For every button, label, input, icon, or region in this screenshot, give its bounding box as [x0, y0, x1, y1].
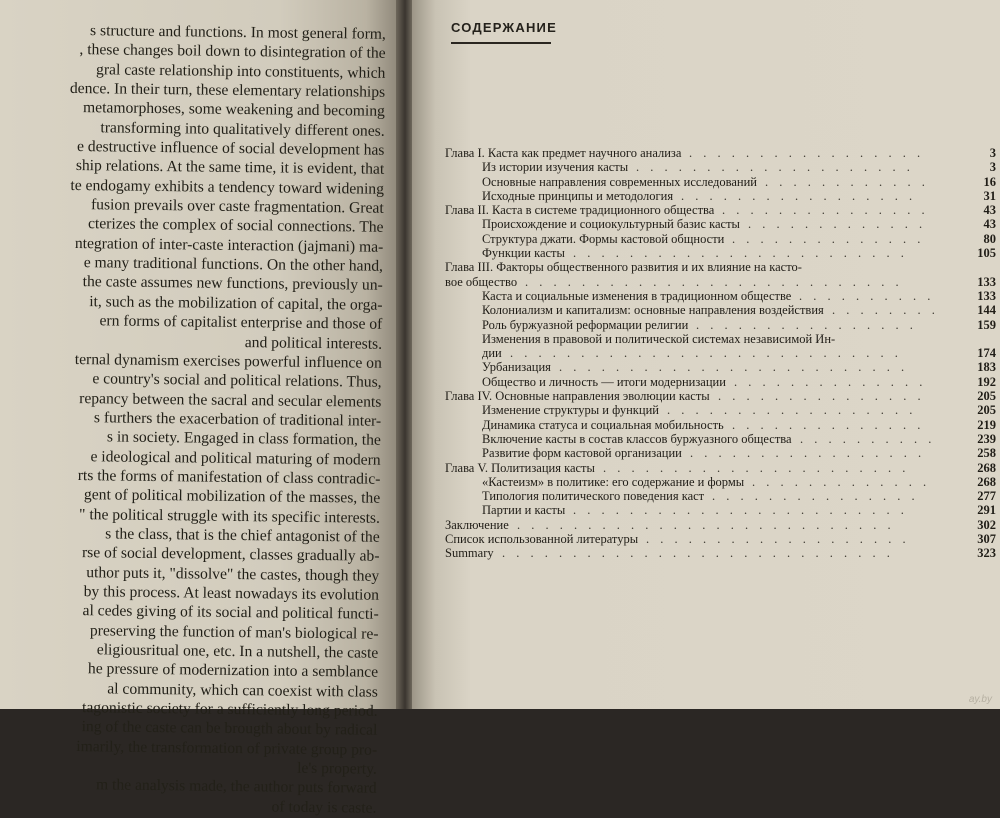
leader-dots: . . . . . . . . . . . . . . — [734, 374, 927, 389]
leader-dots: . . . . . . . . . . . . . . . . . . . . . . — [603, 460, 910, 475]
text-line: ntegration of inter-caste interaction (jajmani) ma- — [74, 234, 384, 256]
toc-entry — [445, 160, 998, 174]
text-line: e country's social and political relations. Thus, — [92, 370, 382, 391]
leader-dots: . . . . . . . . . . . . . . . — [718, 389, 925, 404]
text-line: and political interests. — [244, 333, 383, 353]
leader-dots: . . . . . . . . . . . . . . — [732, 231, 925, 246]
text-line: cterizes the complex of social connections. The — [87, 215, 384, 237]
toc-entry-title: Глава II. Каста в системе традиционного общества — [445, 203, 715, 218]
toc-entry-title: Развитие форм кастовой организации — [482, 446, 682, 461]
toc-entry-title: Функции касты — [482, 246, 565, 261]
leader-dots: . . . . . . . . . . . . . . — [732, 417, 925, 432]
leader-dots: . . . . . . . . . . — [800, 431, 936, 446]
text-line: ship relations. At the same time, it is evident, that — [75, 157, 385, 179]
leader-dots: . . . . . . . . . . . . . . . . . — [690, 446, 926, 461]
text-line: repancy between the sacral and secular elements — [79, 389, 382, 411]
leader-dots: . . . . . . . . . . . . . . . . . . . . . . . . — [573, 503, 908, 518]
text-line: s furthers the exacerbation of traditional inter- — [93, 409, 382, 430]
leader-dots: . . . . . . . . . . . . . . . — [712, 489, 919, 504]
text-line: ing of the caste can be brougth about by radical — [81, 718, 378, 740]
toc-entry — [445, 375, 998, 389]
text-line: gral caste relationship into constituents, which — [96, 60, 386, 82]
toc-entry-title: дии — [482, 346, 502, 361]
toc-entry-title: Основные направления современных исследований — [482, 174, 757, 189]
toc-entry-page: 43 — [983, 203, 996, 218]
text-line: ternal dynamism exercises powerful influence on — [74, 350, 382, 372]
toc-entry-title: «Кастеизм» в политике: его содержание и формы — [482, 474, 745, 489]
text-line: le's property. — [297, 759, 377, 778]
toc-entry — [445, 418, 998, 432]
toc-entry-page: 80 — [983, 231, 996, 246]
toc-entry — [445, 189, 998, 203]
toc-entry-page: 205 — [977, 403, 996, 418]
toc-entry-title: Роль буржуазной реформации религии — [482, 317, 689, 332]
toc-entry-page: 105 — [977, 246, 996, 261]
toc-entry — [445, 217, 998, 231]
leader-dots: . . . . . . . . . . . . — [765, 174, 929, 189]
text-line: e many traditional functions. On the other hand, — [83, 254, 384, 275]
summary-text — [0, 20, 386, 818]
toc-entry — [445, 503, 998, 517]
toc-entry-page: 159 — [977, 317, 996, 332]
toc-entry-page: 323 — [977, 546, 996, 561]
text-line: metamorphoses, some weakening and becoming — [82, 99, 386, 121]
toc-entry — [445, 232, 998, 246]
toc-entry-page: 192 — [977, 374, 996, 389]
toc-entry-title: Из истории изучения касты — [482, 160, 629, 175]
toc-entry-title: Глава V. Политизация касты — [445, 460, 595, 475]
text-line: " the political struggle with its specific interests. — [79, 505, 381, 527]
leader-dots: . . . . . . . . . . . . . . . . . . — [667, 403, 917, 418]
leader-dots: . . . . . . . . . . . . . . . . . . . . . . . . . — [559, 360, 909, 375]
toc-entry — [445, 546, 998, 560]
toc-entry — [445, 532, 998, 546]
leader-dots: . . . . . . . . . . . . . . . . — [696, 317, 917, 332]
toc-entry-title: вое общество — [445, 274, 518, 289]
toc-entry — [445, 289, 998, 303]
leader-dots: . . . . . . . . . . . . . . . . . . . . . . . . . . . — [517, 517, 895, 532]
leader-dots: . . . . . . . . . . . . . . . . . . . . . . . . — [573, 246, 908, 261]
toc-entry-page: 258 — [977, 446, 996, 461]
toc-entry — [445, 175, 998, 189]
toc-entry — [445, 461, 998, 475]
toc-entry-page: 183 — [977, 360, 996, 375]
text-line: al community, which can coexist with class — [107, 680, 378, 701]
text-line: tagonistic society for a sufficiently long period. — [82, 699, 378, 720]
text-line: he pressure of modernization into a semblance — [87, 660, 379, 682]
toc-entry-title: Партии и касты — [482, 503, 566, 518]
toc-entry-title: Исходные принципы и методология — [482, 188, 674, 203]
text-line: m the analysis made, the author puts forward — [95, 776, 377, 798]
leader-dots: . . . . . . . . . . . . . — [752, 474, 931, 489]
toc-entry-page: 43 — [983, 217, 996, 232]
leader-dots: . . . . . . . . . . . . . . . . . . . . . . . . . . . . — [502, 546, 894, 561]
text-line: ern forms of capitalist enterprise and those of — [99, 312, 383, 333]
toc-entry — [445, 432, 998, 446]
toc-entry — [445, 303, 998, 317]
toc-entry-page: 277 — [977, 489, 996, 504]
text-line: dence. In their turn, these elementary relationships — [69, 79, 386, 101]
toc-entry-page: 133 — [977, 274, 996, 289]
text-line: te endogamy exhibits a tendency toward widening — [70, 176, 385, 198]
heading-rule — [451, 42, 551, 44]
leader-dots: . . . . . . . . . . . . . . . . . . . — [646, 532, 910, 547]
toc-entry-title: Summary — [445, 546, 494, 561]
toc-entry-title: Общество и личность — итоги модернизации — [482, 374, 726, 389]
toc-entry-title: Урбанизация — [482, 360, 551, 375]
toc-entry — [445, 146, 998, 160]
leader-dots: . . . . . . . . — [832, 303, 939, 318]
toc-entry — [445, 318, 998, 332]
text-line: eligiousritual one, etc. In a nutshell, the caste — [96, 641, 379, 662]
text-line: it, such as the mobilization of capital, the orga- — [89, 292, 383, 314]
text-line: the caste assumes new functions, previously un- — [82, 273, 383, 295]
leader-dots: . . . . . . . . . . . . . . . . . — [681, 188, 917, 203]
text-line: uthor puts it, "dissolve" the castes, though they — [86, 563, 380, 585]
toc-entry-page: 239 — [977, 431, 996, 446]
text-line: by this process. At least nowadays its evolution — [83, 583, 380, 604]
text-line: fusion prevails over caste fragmentation. Great — [90, 196, 384, 217]
leader-dots: . . . . . . . . . . . . . . . — [722, 203, 929, 218]
toc-entry — [445, 475, 998, 489]
text-line: transforming into qualitatively different ones. — [100, 119, 385, 140]
toc-entry-page: 302 — [977, 517, 996, 532]
toc-entry-page: 31 — [983, 188, 996, 203]
toc-entry-page: 3 — [989, 160, 996, 175]
toc-entry — [445, 518, 998, 532]
watermark: ay.by — [968, 694, 992, 705]
leader-dots: . . . . . . . . . . . . . . . . . . . . . . . . . . . — [525, 274, 903, 289]
toc-entry-title: Типология политического поведения каст — [482, 489, 705, 504]
toc-entry-page: 3 — [989, 146, 996, 160]
toc-entry — [445, 275, 998, 289]
toc-entry-page: 268 — [977, 474, 996, 489]
toc-entry-title: Глава IV. Основные направления эволюции касты — [445, 389, 710, 404]
toc-entry-page: 307 — [977, 532, 996, 547]
text-line: imarily, the transformation of private group pro- — [76, 737, 378, 759]
toc-entry-title: Глава I. Каста как предмет научного анализа — [445, 146, 682, 160]
text-line: preserving the function of man's biological re- — [89, 621, 379, 643]
toc-entry-title: Динамика статуса и социальная мобильность — [482, 417, 724, 432]
toc-entry — [445, 260, 998, 274]
text-line: rse of social development, classes gradually ab- — [81, 544, 380, 566]
text-line: , these changes boil down to disintegration of the — [79, 41, 386, 63]
text-line: rts the forms of manifestation of class contradic- — [77, 466, 381, 488]
left-page — [0, 0, 398, 817]
toc-entry — [445, 489, 998, 503]
toc-entry-page: 205 — [977, 389, 996, 404]
toc-entry — [445, 332, 998, 346]
leader-dots: . . . . . . . . . . . . . . . . . . . . . . . . . . . . — [510, 346, 902, 361]
text-line: e ideological and political maturing of modern — [90, 447, 381, 469]
leader-dots: . . . . . . . . . . . . . — [748, 217, 927, 232]
toc-entry-title: Включение касты в состав классов буржуазного общества — [482, 431, 792, 446]
text-line: s the class, that is the chief antagonist of the — [105, 525, 380, 546]
text-line: e destructive influence of social development has — [76, 138, 385, 159]
leader-dots: . . . . . . . . . . — [799, 288, 935, 303]
toc-entry — [445, 446, 998, 460]
toc-entry-page: 133 — [977, 288, 996, 303]
toc-entry — [445, 389, 998, 403]
leader-dots: . . . . . . . . . . . . . . . . . — [689, 146, 925, 160]
toc-entry-title: Происхождение и социокультурный базис касты — [482, 217, 740, 232]
toc-heading: СОДЕРЖАНИЕ — [451, 20, 557, 35]
text-line: gent of political mobilization of the masses, the — [83, 486, 381, 508]
toc-entry-page: 219 — [977, 417, 996, 432]
text-line: s structure and functions. In most general form, — [89, 22, 386, 43]
toc-entry-title: Заключение — [445, 517, 509, 532]
table-of-contents — [445, 146, 998, 561]
text-line: s in society. Engaged in class formation, the — [106, 428, 381, 449]
toc-entry-title: Колониализм и капитализм: основные направления воздействия — [482, 303, 824, 318]
toc-entry-page: 291 — [977, 503, 996, 518]
text-line: of today is caste. — [271, 798, 377, 817]
text-line: al cedes giving of its social and political functi- — [82, 602, 379, 624]
toc-entry — [445, 360, 998, 374]
toc-entry-title: Каста и социальные изменения в традиционном обществе — [482, 288, 792, 303]
toc-entry — [445, 246, 998, 260]
toc-entry-title: Изменение структуры и функций — [482, 403, 659, 418]
toc-entry-title: Глава III. Факторы общественного развития и их влияние на касто- — [445, 260, 802, 275]
toc-entry-page: 174 — [977, 346, 996, 361]
toc-entry-page: 16 — [983, 174, 996, 189]
toc-entry-title: Список использованной литературы — [445, 532, 639, 547]
toc-entry — [445, 346, 998, 360]
toc-entry-title: Структура джати. Формы кастовой общности — [482, 231, 725, 246]
leader-dots: . . . . . . . . . . . . . . . . . . . . — [636, 160, 914, 175]
toc-entry-page: 268 — [977, 460, 996, 475]
toc-entry — [445, 403, 998, 417]
toc-entry-page: 144 — [977, 303, 996, 318]
toc-entry-title: Изменения в правовой и политической системах независимой Ин- — [482, 331, 836, 346]
toc-entry — [445, 203, 998, 217]
